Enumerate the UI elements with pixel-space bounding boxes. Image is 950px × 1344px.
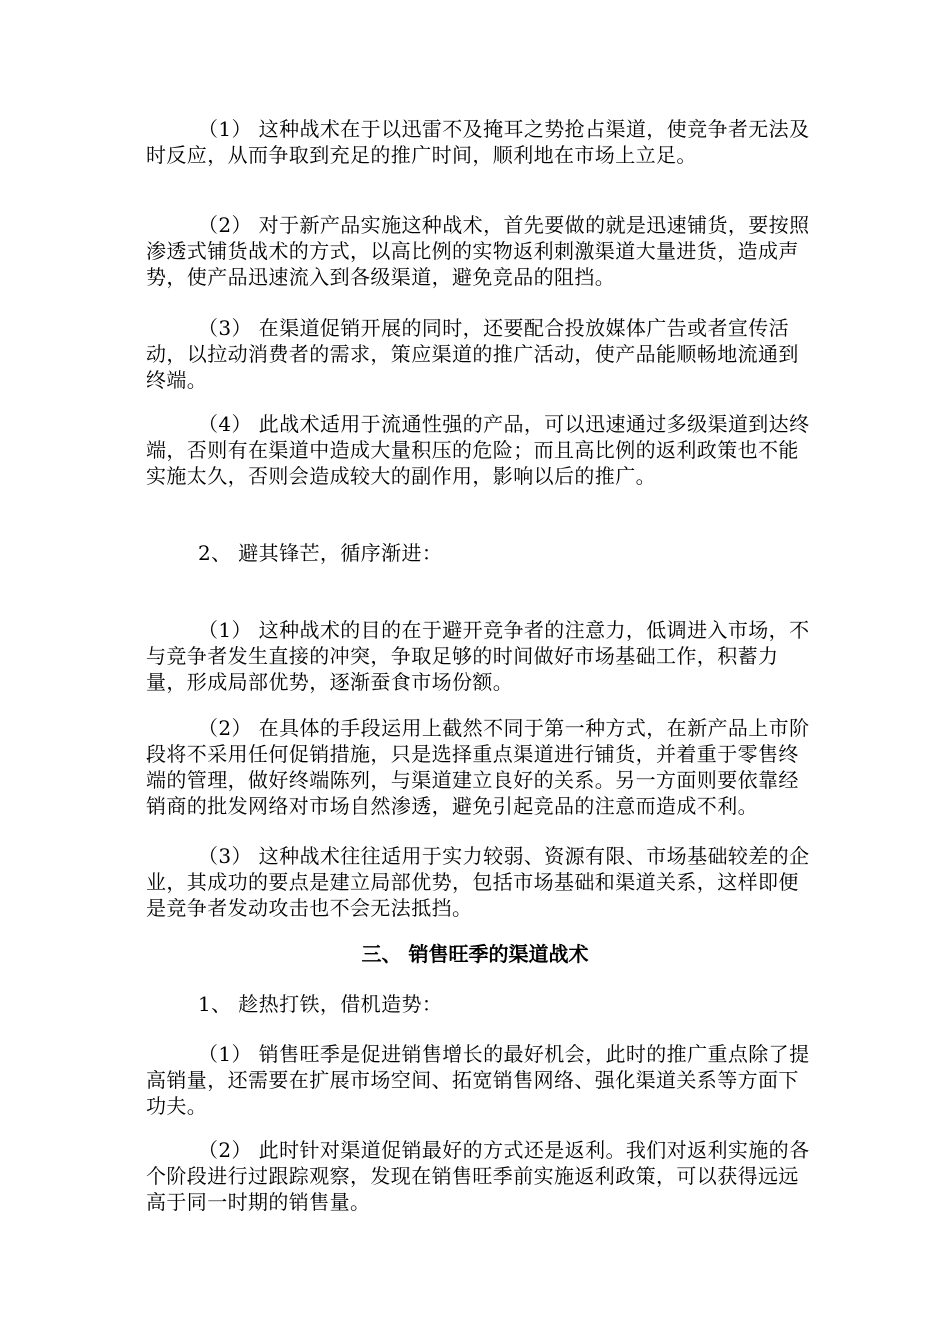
paragraph: （1） 这种战术在于以迅雷不及掩耳之势抢占渠道，使竞争者无法及时反应，从而争取到充足的推广时间，顺利地在市场上立足。 bbox=[146, 117, 810, 167]
paragraph: （2） 在具体的手段运用上截然不同于第一种方式，在新产品上市阶段将不采用任何促销措施，只是选择重点渠道进行铺货，并着重于零售终端的管理，做好终端陈列，与渠道建立良好的关系。另一方面则要依靠经销商的批发网络对市场自然渗透，避免引起竞品的注意而造成不利。 bbox=[146, 716, 810, 818]
paragraph: （1） 这种战术的目的在于避开竞争者的注意力，低调进入市场，不与竞争者发生直接的冲突，争取足够的时间做好市场基础工作，积蓄力量，形成局部优势，逐渐蚕食市场份额。 bbox=[146, 618, 810, 694]
paragraph: （2） 对于新产品实施这种战术，首先要做的就是迅速铺货，要按照渗透式铺货战术的方式，以高比例的实物返利刺激渠道大量进货，造成声势，使产品迅速流入到各级渠道，避免竞品的阻挡。 bbox=[146, 213, 810, 289]
paragraph: 1、 趁热打铁，借机造势： bbox=[198, 992, 443, 1016]
paragraph: 2、 避其锋芒，循序渐进： bbox=[198, 541, 443, 565]
paragraph: （2） 此时针对渠道促销最好的方式还是返利。我们对返利实施的各个阶段进行过跟踪观察，发现在销售旺季前实施返利政策，可以获得远远高于同一时期的销售量。 bbox=[146, 1138, 810, 1214]
paragraph: （3） 在渠道促销开展的同时，还要配合投放媒体广告或者宣传活动，以拉动消费者的需求，策应渠道的推广活动，使产品能顺畅地流通到终端。 bbox=[146, 316, 799, 392]
section-heading: 三、 销售旺季的渠道战术 bbox=[361, 942, 589, 966]
paragraph: （4） 此战术适用于流通性强的产品，可以迅速通过多级渠道到达终端，否则有在渠道中造成大量积压的危险；而且高比例的返利政策也不能实施太久，否则会造成较大的副作用，影响以后的推广。 bbox=[146, 412, 810, 488]
paragraph: （1） 销售旺季是促进销售增长的最好机会，此时的推广重点除了提高销量，还需要在扩展市场空间、拓宽销售网络、强化渠道关系等方面下功夫。 bbox=[146, 1042, 810, 1118]
paragraph: （3） 这种战术往往适用于实力较弱、资源有限、市场基础较差的企业，其成功的要点是建立局部优势，包括市场基础和渠道关系，这样即便是竞争者发动攻击也不会无法抵挡。 bbox=[146, 844, 810, 920]
